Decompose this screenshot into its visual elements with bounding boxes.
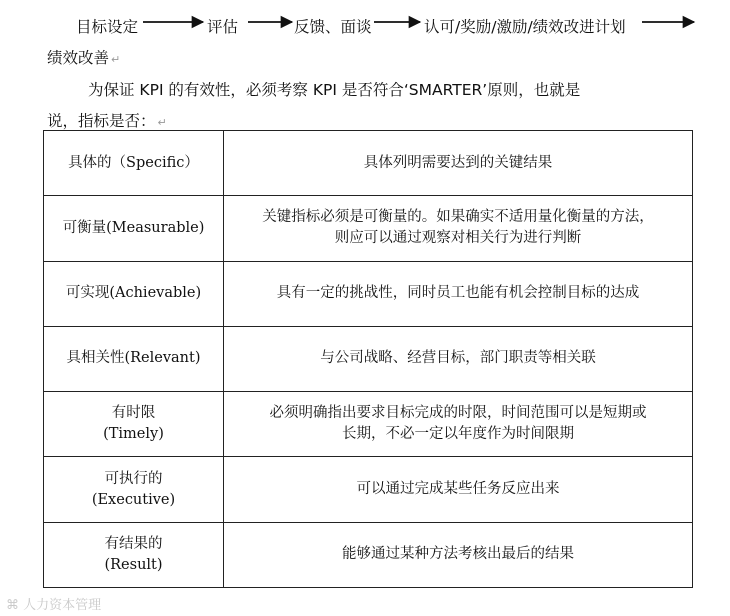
criterion-cell: [44, 522, 224, 587]
flow-step-feedback: 反馈、面谈: [294, 18, 372, 36]
watermark-logo-icon: ⌘: [6, 598, 24, 613]
paragraph-mark: ↵: [111, 53, 121, 66]
criterion-label-english: (Result): [104, 556, 163, 573]
description-text: 可以通过完成某些任务反应出来: [356, 481, 560, 498]
description-text-cont: 长期，不必一定以年度作为时间限期: [342, 426, 574, 443]
criterion-label: 可衡量(Measurable): [62, 219, 205, 236]
criterion-cell: [44, 457, 224, 522]
description-text-cont: 则应可以通过观察对相关行为进行判断: [334, 230, 582, 247]
table-row: [44, 326, 693, 391]
description-cell: [224, 522, 693, 587]
criterion-cell: [44, 131, 224, 196]
criterion-label: 可实现(Achievable): [65, 285, 202, 302]
smarter-criteria-table: [43, 130, 693, 588]
criterion-cell: [44, 326, 224, 391]
intro-line-1: 为保证 KPI 的有效性，必须考察 KPI 是否符合‘SMARTER’原则，也就是: [88, 81, 581, 99]
flow-step-improvement: 绩效改善: [47, 49, 110, 67]
criterion-label: 有时限: [111, 405, 156, 422]
description-cell: [224, 196, 693, 261]
intro-line-2-wrap: [47, 109, 167, 131]
table-row: [44, 457, 693, 522]
criterion-label-english: (Timely): [103, 426, 164, 443]
description-text: 必须明确指出要求目标完成的时限，时间范围可以是短期或: [269, 405, 647, 422]
description-text: 能够通过某种方法考核出最后的结果: [342, 546, 574, 563]
flow-step-evaluation: 评估: [207, 18, 239, 36]
table-row: [44, 522, 693, 587]
description-cell: [224, 457, 693, 522]
criterion-cell: [44, 392, 224, 457]
description-cell: [224, 131, 693, 196]
description-text: 具体列明需要达到的关键结果: [363, 154, 553, 171]
watermark: [6, 594, 101, 613]
description-text: 与公司战略、经营目标，部门职责等相关联: [320, 350, 596, 367]
criterion-cell: [44, 261, 224, 326]
criterion-label: 具相关性(Relevant): [66, 350, 201, 367]
table-row: [44, 392, 693, 457]
criterion-label-english: (Executive): [91, 491, 176, 508]
description-text: 具有一定的挑战性，同时员工也能有机会控制目标的达成: [276, 285, 640, 302]
criterion-label: 具体的（Specific）: [68, 154, 199, 171]
flow-continuation: [47, 46, 120, 68]
table-row: [44, 196, 693, 261]
watermark-text: 人力资本管理: [23, 598, 102, 613]
description-cell: [224, 392, 693, 457]
table-row: [44, 261, 693, 326]
intro-line-2: 说，指标是否：: [47, 112, 156, 130]
description-cell: [224, 326, 693, 391]
table-row: [44, 131, 693, 196]
process-flow: [0, 8, 730, 40]
flow-step-recognition: 认可/奖励/激励/绩效改进计划: [424, 18, 626, 36]
criterion-label: 有结果的: [104, 535, 163, 552]
description-cell: [224, 261, 693, 326]
criterion-label: 可执行的: [104, 470, 163, 487]
criterion-cell: [44, 196, 224, 261]
flow-step-goal-setting: 目标设定: [76, 18, 139, 36]
description-text: 关键指标必须是可衡量的。如果确实不适用量化衡量的方法，: [262, 209, 654, 226]
paragraph-mark: ↵: [157, 116, 167, 129]
